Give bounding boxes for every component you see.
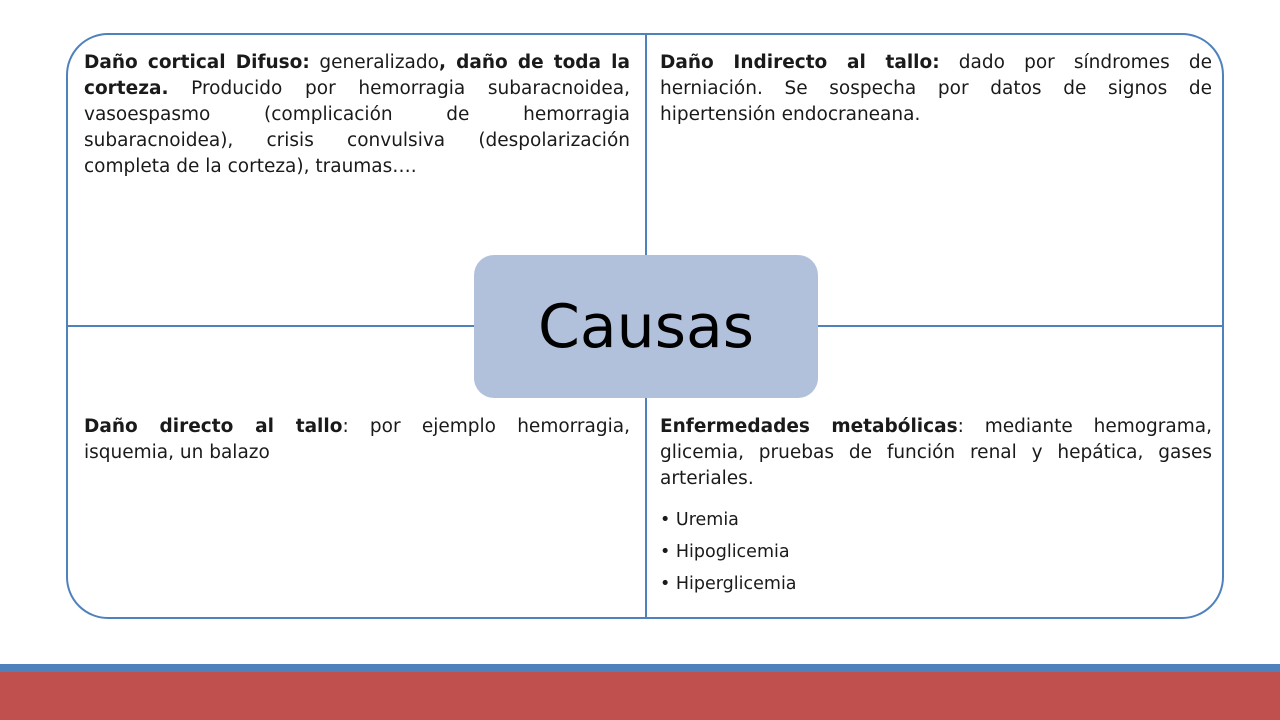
metabolic-text: : mediante hemograma, glicemia, pruebas de función renal y hepática, gases arteriales.: [660, 416, 1212, 489]
indirect-stem-damage-text: [660, 50, 1212, 128]
indirect-stem-damage-title: Daño Indirecto al tallo:: [660, 52, 940, 73]
list-item: • Hiperglicemia: [660, 568, 1212, 600]
quadrant-bottom-left: [84, 414, 630, 466]
metabolic-diseases-text: [660, 414, 1212, 492]
diffuse-cortical-damage-text: [84, 50, 630, 180]
quadrant-top-right: [660, 50, 1212, 128]
direct-stem-damage-text: [84, 414, 630, 466]
indirect-text: dado por síndromes de herniación. Se sospecha por datos de signos de hipertensión endocraneana.: [660, 52, 1212, 125]
diffuse-text-2: Producido por hemorragia subaracnoidea, vasoespasmo (complicación de hemorragia subaracnoidea), crisis convulsiva (despolarización completa de la corteza), traumas….: [84, 78, 630, 177]
direct-text: : por ejemplo hemorragia, isquemia, un balazo: [84, 416, 630, 463]
direct-stem-damage-title: Daño directo al tallo: [84, 416, 343, 437]
quadrant-bottom-right: [660, 414, 1212, 600]
footer-blue-stripe: [0, 664, 1280, 672]
list-item: • Uremia: [660, 504, 1212, 536]
diffuse-bold-2: , daño de toda la corteza.: [84, 52, 630, 99]
quadrant-top-left: [84, 50, 630, 180]
list-item: • Hipoglicemia: [660, 536, 1212, 568]
diffuse-text-1: generalizado: [309, 52, 439, 73]
metabolic-bullet-list: [660, 504, 1212, 600]
center-label-causas: Causas: [474, 255, 818, 398]
metabolic-diseases-title: Enfermedades metabólicas: [660, 416, 958, 437]
footer-red-band: [0, 672, 1280, 720]
diffuse-cortical-damage-title: Daño cortical Difuso:: [84, 52, 310, 73]
